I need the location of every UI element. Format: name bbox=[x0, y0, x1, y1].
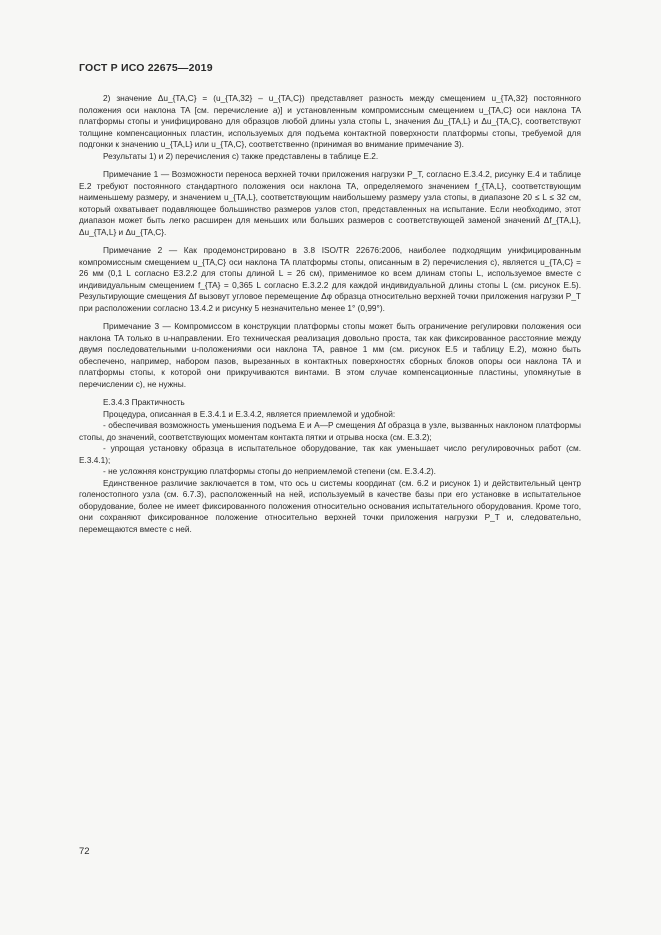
paragraph-results: Результаты 1) и 2) перечисления с) также представлены в таблице Е.2. bbox=[103, 150, 379, 161]
note-2: Примечание 2 — Как продемонстрировано в 3.8 ISO/TR 22676:2006, наиболее подходящим унифицированным компромиссным смещением u_{TA,C} оси наклона TA платформы стопы, описанным в 2) перечисления с), является u_{TA,C} = 26 мм (0,1 L согласно Е3.2.2 для стопы длиной L = 26 см), применимое ко всем длинам стопы L, используемое вместе с индивидуальным смещением f_{TA} = 0,365 L согласно Е.3.2.2 для каждой индивидуальной длины стопы L (см. рисунок Е.5). Результирующие смещения Δf вызовут угловое перемещение Δφ образца относительно верхней точки приложения нагрузки P_T при расположении согласно 13.4.2 и рисунку 5 незначительно менее 1° (0,99°). bbox=[79, 245, 581, 313]
list-item: - обеспечивая возможность уменьшения подъема E и A—P смещения Δf образца в узле, вызванных наклоном платформы стопы, до значений, соответствующих моментам контакта пятки и отрыва носка (см. Е.3.2); bbox=[79, 420, 581, 442]
list-item: - упрощая установку образца в испытательное оборудование, так как уменьшает число регулировочных работ (см. Е.3.4.1); bbox=[79, 443, 581, 465]
page-body bbox=[79, 93, 581, 535]
document-header: ГОСТ Р ИСО 22675—2019 bbox=[79, 62, 213, 74]
note-3: Примечание 3 — Компромиссом в конструкции платформы стопы может быть ограничение регулировки положения оси наклона TA только в u-направлении. Его техническая реализация довольно проста, так как фиксированное расстояние между двумя последовательными u-положениями оси наклона TA, равное 1 мм (см. рисунок Е.5 и таблицу Е.2), можно быть обеспечено, например, набором пазов, вырезанных в контактных поверхностях сборных блоков опоры оси наклона TA и платформы стопы, к которой они прикручиваются винтами. В этом случае компенсационные пластины, упомянутые в перечислении с), не нужны. bbox=[79, 321, 581, 389]
page-number: 72 bbox=[79, 846, 90, 857]
note-1: Примечание 1 — Возможности переноса верхней точки приложения нагрузки P_T, согласно Е.3.4.2, рисунку Е.4 и таблице Е.2 требуют постоянного стандартного положения оси наклона TA, определяемого значением f_{TA,L}, соответствующим наименьшему размеру, и значением u_{TA,L}, соответствующим наибольшему размеру узла стопы, в диапазоне 20 ≤ L ≤ 32 см, который охватывает подавляющее большинство размеров узлов стоп, представленных на испытание. Если необходимо, этот диапазон может быть легко расширен для меньших или больших размеров с соответствующей заменой значений Δf_{TA,L}, Δu_{TA,L} и Δu_{TA,C}. bbox=[79, 169, 581, 237]
paragraph-item-2: 2) значение Δu_{TA,C} = (u_{TA,32} – u_{TA,C}) представляет разность между смещением u_{TA,32} постоянного положения оси наклона TA [см. перечисление а)] и установленным компромиссным смещением u_{TA,C} оси наклона TA платформы стопы и унифицировано для образцов любой длины узла стопы L, значения Δu_{TA,L} и Δu_{TA,C}, соответствуют толщине компенсационных пластин, используемых для подъема контактной поверхности платформы стопы, требуемой для подгонки к значению u_{TA,L} или u_{TA,C}, соответственно (принимая во внимание примечание 3). bbox=[79, 93, 581, 149]
section-heading-e343: Е.3.4.3 Практичность bbox=[103, 397, 185, 407]
list-item: - не усложняя конструкцию платформы стопы до неприемлемой степени (см. Е.3.4.2). bbox=[103, 466, 436, 476]
paragraph-difference: Единственное различие заключается в том, что ось u системы координат (см. 6.2 и рисунок 1) и действительный центр голеностопного узла (см. 6.7.3), расположенный на ней, используемый в качестве базы при его установке в испытательное оборудование, более не имеет фиксированного положения относительно основания испытательного оборудования. Кроме того, они сохраняют фиксированное положение относительно верхней точки приложения нагрузки P_T и, следовательно, перемещаются вместе с ней. bbox=[79, 477, 581, 534]
paragraph-procedure: Процедура, описанная в Е.3.4.1 и Е.3.4.2, является приемлемой и удобной: bbox=[103, 408, 396, 419]
